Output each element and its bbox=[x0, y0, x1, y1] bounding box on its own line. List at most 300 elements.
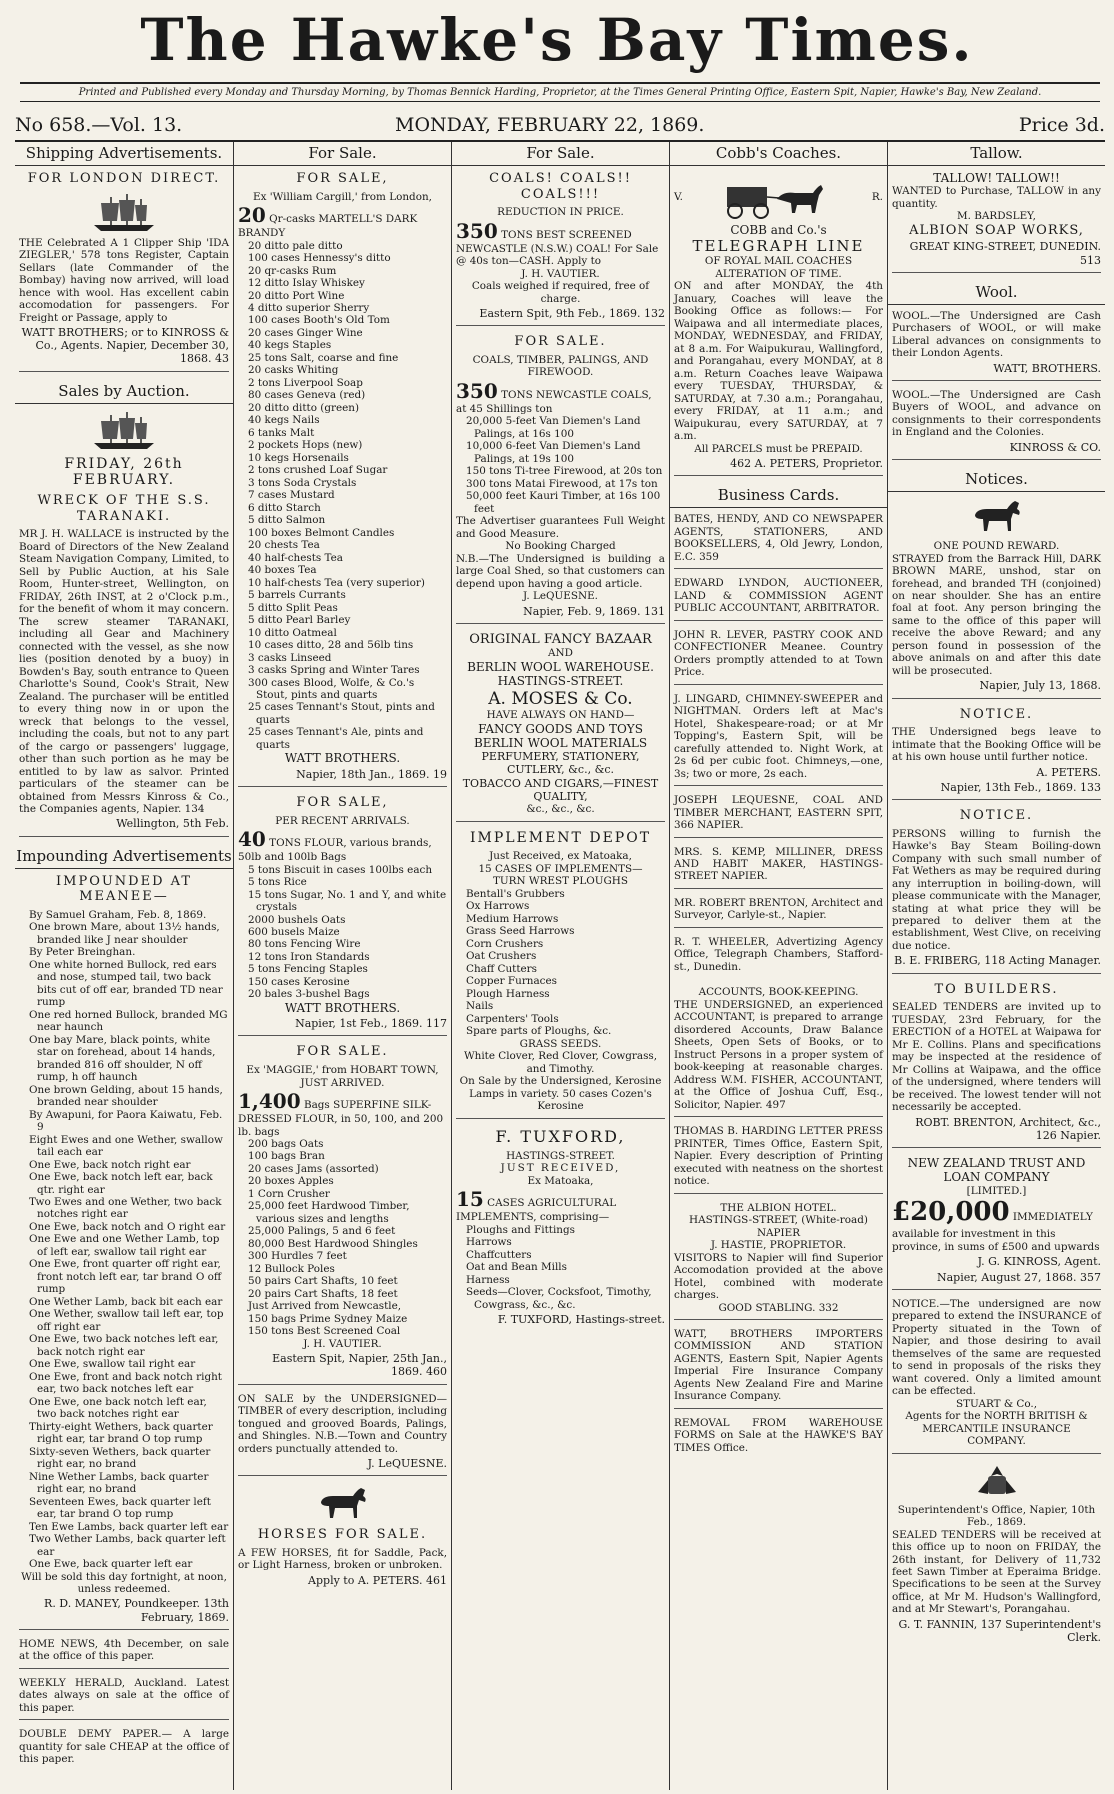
goods-item: 12 Bullock Poles bbox=[248, 1262, 335, 1275]
advert-subtitle: GRASS SEEDS. bbox=[519, 1037, 602, 1050]
goods-item: Just Arrived from Newcastle, bbox=[248, 1300, 402, 1313]
advert-title: TALLOW! TALLOW!! bbox=[933, 171, 1060, 185]
goods-item: 15 tons Sugar, No. 1 and Y, and white crystals bbox=[248, 888, 447, 914]
goods-list bbox=[456, 1224, 665, 1311]
advert-signature: KINROSS & CO. bbox=[1009, 440, 1101, 454]
impound-entry: By Peter Breinghan. bbox=[29, 946, 136, 959]
impound-entry: One Ewe, swallow tail right ear bbox=[29, 1358, 196, 1371]
goods-item: 2 pockets Hops (new) bbox=[248, 439, 363, 452]
advert bbox=[674, 171, 883, 476]
advert-title: HORSES FOR SALE. bbox=[257, 1527, 428, 1543]
advert-title: IMPOUNDED AT MEANEE— bbox=[56, 873, 192, 905]
advert-line: HAVE ALWAYS ON HAND— bbox=[486, 709, 635, 722]
goods-item: Oat Crushers bbox=[466, 950, 537, 963]
goods-item: 25 cases Tennant's Stout, pints and quarts bbox=[248, 701, 435, 726]
goods-item: Chaff Cutters bbox=[466, 962, 537, 975]
impound-entry: One Ewe, one back notch left ear, two back notches right ear bbox=[29, 1395, 207, 1421]
advert-line: ORIGINAL FANCY BAZAAR bbox=[469, 631, 652, 647]
goods-item: 6 ditto Starch bbox=[248, 501, 321, 514]
goods-item: 10 kegs Horsenails bbox=[248, 451, 349, 464]
advert-body: WANTED to Purchase, TALLOW in any quantity. bbox=[892, 185, 1101, 210]
lead-text: Qr-casks MARTELL'S DARK BRANDY bbox=[238, 213, 418, 240]
goods-list bbox=[456, 415, 665, 515]
royal-initial: V. bbox=[674, 190, 683, 203]
impound-entry: One Wether, swallow tail left ear, top off right ear bbox=[29, 1308, 224, 1333]
advert-subtitle: Superintendent's Office, Napier, 10th Feb., 1869. bbox=[897, 1503, 1096, 1529]
advert bbox=[892, 808, 1101, 974]
advert-note: GOOD STABLING. 332 bbox=[718, 1301, 839, 1314]
advert-signature: J. H. VAUTIER. bbox=[521, 267, 600, 280]
advert-title: ONE POUND REWARD. bbox=[933, 540, 1060, 553]
advert-body: SEALED TENDERS are invited up to TUESDAY, 23rd February, for the ERECTION of a HOTEL at Waipawa for Mr E. Collins. Plans and specifications may be inspected at the residence of Mr Collins at Waipawa, and the office of the undersigned, where tenders will be received. The lowest tender will not necessarily be accepted. bbox=[892, 1001, 1101, 1114]
advert-title: NOTICE. bbox=[959, 808, 1034, 823]
goods-item: 50 pairs Cart Shafts, 10 feet bbox=[248, 1275, 398, 1288]
advert-signature: M. BARDSLEY, bbox=[957, 210, 1036, 223]
section-header: Wool. bbox=[888, 281, 1105, 305]
goods-item: 100 boxes Belmont Candles bbox=[248, 526, 395, 539]
goods-item: 80 cases Geneva (red) bbox=[248, 389, 366, 402]
lead-text: TONS FLOUR, various brands, 50lb and 100lb Bags bbox=[238, 837, 432, 864]
advert-title: IMPLEMENT DEPOT bbox=[469, 829, 652, 846]
goods-item: 6 tanks Malt bbox=[248, 426, 315, 439]
goods-item: 20 bales 3-bushel Bags bbox=[248, 988, 370, 1001]
goods-item: 5 ditto Split Peas bbox=[248, 601, 338, 614]
goods-item: 5 tons Fencing Staples bbox=[248, 963, 368, 976]
goods-item: Bentall's Grubbers bbox=[466, 887, 565, 900]
business-card: EDWARD LYNDON, AUCTIONEER, LAND & COMMISSION AGENT PUBLIC ACCOUNTANT, ARBITRATOR. bbox=[674, 577, 883, 620]
section-header: Notices. bbox=[888, 468, 1105, 492]
advert-subtitle: HASTINGS-STREET, (White-road) NAPIER bbox=[689, 1214, 868, 1239]
advert-date: Napier, 18th Jan., 1869. 19 bbox=[296, 767, 447, 781]
advert-body: WATT, BROTHERS IMPORTERS COMMISSION AND STATION AGENTS, Eastern Spit, Napier Agents Imperial Fire Insurance Company Agents New Zealand Fire and Marine Insurance Company. bbox=[674, 1328, 883, 1403]
goods-item: 300 Hurdles 7 feet bbox=[248, 1250, 347, 1263]
advert-date: Napier, July 13, 1868. bbox=[979, 679, 1101, 693]
advert-note: No Booking Charged bbox=[505, 540, 616, 553]
advert bbox=[16, 845, 232, 1630]
column-header: For Sale. bbox=[452, 142, 669, 166]
advert-date: Napier, 1st Feb., 1869. 117 bbox=[295, 1017, 447, 1031]
business-card: JOSEPH LEQUESNE, COAL AND TIMBER MERCHANT, EASTERN SPIT, 366 NAPIER. bbox=[674, 794, 883, 837]
lead-text: IMMEDIATELY available for investment in this province, in sums of £500 and upwards bbox=[892, 1211, 1100, 1253]
advert-title: NEW ZEALAND TRUST AND LOAN COMPANY bbox=[907, 1155, 1086, 1185]
column-5 bbox=[887, 142, 1105, 1790]
goods-item: 20 chests Tea bbox=[248, 539, 320, 552]
goods-item: 20 ditto pale ditto bbox=[248, 239, 343, 252]
advert-signature: J. G. KINROSS, Agent. bbox=[977, 1255, 1101, 1269]
goods-item: Chaffcutters bbox=[466, 1248, 532, 1261]
advert-body: THE UNDERSIGNED, an experienced ACCOUNTANT, is prepared to arrange disordered Accounts, Draw Balance Sheets, Open Sets of Books, or to Instruct Persons in a proper system of book-keeping at reasonable charges. Address W.M. FISHER, ACCOUNTANT, at the Office of Joshua Cuff, Esq., Solicitor, Napier. 497 bbox=[674, 998, 883, 1111]
advert bbox=[674, 1417, 883, 1459]
advert-body: PERSONS willing to furnish the Hawke's Bay Steam Boiling-down Company with such small number of Fat Wethers as may be required during any interruption in boiling-down, will please communicate with the Manager, stating at what price they will be prepared to deliver them at the establishment, West Clive, on receiving due notice. bbox=[892, 827, 1101, 952]
advert-signature: STUART & Co., bbox=[955, 1397, 1038, 1410]
impound-entry: Two Wether Lambs, back quarter left ear bbox=[29, 1533, 226, 1558]
advert bbox=[19, 1638, 229, 1669]
advert-title: TELEGRAPH LINE bbox=[692, 237, 865, 256]
advert-body: WEEKLY HERALD, Auckland. Latest dates always on sale at the office of this paper. bbox=[19, 1676, 229, 1714]
section-header: Business Cards. bbox=[670, 484, 887, 508]
advert-subtitle: REDUCTION IN PRICE. bbox=[497, 206, 624, 219]
lead-number: 350 bbox=[456, 378, 498, 403]
advert-body: WOOL.—The Undersigned are Cash Buyers of WOOL, and advance on consignments to their correspondents in England and the Colonies. bbox=[892, 388, 1101, 439]
advert bbox=[892, 707, 1101, 800]
advert-address: GREAT KING-STREET, DUNEDIN. 513 bbox=[909, 240, 1101, 267]
advert-subtitle: ALTERATION OF TIME. bbox=[715, 267, 842, 280]
advert bbox=[456, 334, 665, 624]
impound-entry: Two Ewes and one Wether, two back notches right ear bbox=[29, 1195, 222, 1221]
advert-subtitle: HASTINGS-STREET. bbox=[506, 1149, 615, 1162]
goods-item: 200 bags Oats bbox=[248, 1138, 324, 1150]
advert-signature: B. E. FRIBERG, 118 Acting Manager. bbox=[894, 954, 1101, 968]
goods-item: 2 tons Liverpool Soap bbox=[248, 376, 363, 389]
goods-item: 150 tons Best Screened Coal bbox=[248, 1325, 401, 1338]
lead-number: £20,000 bbox=[892, 1197, 1010, 1228]
column-header: Shipping Advertisements. bbox=[15, 142, 233, 166]
newspaper-title: The Hawke's Bay Times. bbox=[140, 6, 974, 74]
goods-item: 5 barrels Currants bbox=[248, 589, 346, 602]
impound-entry: Eight Ewes and one Wether, swallow tail each ear bbox=[29, 1133, 223, 1159]
advert-subtitle: PER RECENT ARRIVALS. bbox=[275, 814, 410, 827]
goods-item: 12 tons Iron Standards bbox=[248, 950, 370, 963]
goods-item: 600 busels Maize bbox=[248, 925, 340, 938]
impound-entry: Ten Ewe Lambs, back quarter left ear bbox=[29, 1520, 229, 1533]
impound-entry: One brown Gelding, about 15 hands, branded near shoulder bbox=[29, 1083, 223, 1109]
advert-body: On Sale by the Undersigned, Kerosine Lamps in variety. 50 cases Cozen's Kerosine bbox=[459, 1075, 662, 1113]
ship-icon bbox=[89, 409, 159, 453]
advert bbox=[456, 830, 665, 1119]
advert-date: Napier, Feb. 9, 1869. 131 bbox=[523, 604, 665, 618]
goods-item: 25 tons Salt, coarse and fine bbox=[248, 351, 399, 364]
goods-item: Medium Harrows bbox=[466, 912, 559, 925]
advert-title: ACCOUNTS, BOOK-KEEPING. bbox=[698, 986, 859, 999]
advert bbox=[19, 380, 229, 837]
lead-text: CASES AGRICULTURAL IMPLEMENTS, comprising— bbox=[456, 1197, 617, 1224]
advert bbox=[456, 1127, 665, 1332]
advert-signature: F. TUXFORD, Hastings-street. bbox=[497, 1313, 665, 1327]
advert-body: STRAYED from the Barrack Hill, DARK BROWN MARE, unshod, star on forehead, and branded TH (conjoined) on near shoulder. She has an entire foal at foot. Any person bringing the same to the office of this paper will receive the above Reward; and any person found in possession of the above animals on and after this date will be prosecuted. bbox=[892, 552, 1101, 677]
goods-item: Plough Harness bbox=[466, 987, 550, 1000]
advert bbox=[892, 171, 1101, 273]
column-2 bbox=[233, 142, 451, 1790]
column-1 bbox=[15, 142, 233, 1790]
advert bbox=[892, 1298, 1101, 1454]
goods-item: 40 half-chests Tea bbox=[248, 551, 343, 564]
advert-subtitle: J. HASTIE, PROPRIETOR. bbox=[710, 1239, 847, 1252]
goods-item: 5 ditto Salmon bbox=[248, 514, 326, 527]
goods-item: 20 cases Ginger Wine bbox=[248, 326, 363, 339]
goods-item: 100 cases Booth's Old Tom bbox=[248, 314, 390, 327]
advert-date: FRIDAY, 26th FEBRUARY. bbox=[64, 455, 184, 489]
goods-list bbox=[238, 864, 447, 1001]
advert-body: VISITORS to Napier will find Superior Accomodation provided at the above Hotel, combined with moderate charges. bbox=[674, 1251, 883, 1302]
advert-line: TURN WREST PLOUGHS bbox=[493, 875, 628, 888]
advert-title: NOTICE. bbox=[959, 706, 1034, 722]
advert-subtitle: [LIMITED.] bbox=[966, 1184, 1027, 1197]
horse-icon bbox=[313, 1484, 373, 1524]
goods-item: 20,000 5-feet Van Diemen's Land Palings, at 16s 100 bbox=[466, 415, 641, 440]
advert-signature: R. D. MANEY, Poundkeeper. 13th February, 1869. bbox=[44, 1597, 229, 1624]
goods-item: 20 ditto ditto (green) bbox=[248, 401, 360, 414]
advert-subtitle: Ex 'William Cargill,' from London, bbox=[253, 190, 432, 203]
horse-icon bbox=[967, 497, 1027, 537]
advert-signature: WATT BROTHERS. bbox=[284, 751, 401, 766]
advert-signature: ROBT. BRENTON, Architect, &c., 126 Napier. bbox=[915, 1115, 1101, 1142]
advert-date: Eastern Spit, Napier, 25th Jan., 1869. 460 bbox=[272, 1352, 447, 1379]
goods-item: 100 cases Hennessy's ditto bbox=[248, 252, 391, 265]
advert-subtitle: COALS, TIMBER, PALINGS, AND FIREWOOD. bbox=[472, 353, 649, 379]
advert-body: A FEW HORSES, fit for Saddle, Pack, or Light Harness, broken or unbroken. bbox=[238, 1546, 447, 1572]
advert-title: FOR LONDON DIRECT. bbox=[27, 171, 221, 186]
advert-date: Napier, 13th Feb., 1869. 133 bbox=[940, 780, 1101, 794]
goods-item: 3 casks Linseed bbox=[248, 651, 332, 664]
impound-entry: One Ewe, front and back notch right ear, two back notches left ear bbox=[29, 1370, 222, 1396]
impound-entry: One Ewe, back quarter left ear bbox=[29, 1558, 193, 1571]
impound-entry: One Ewe and one Wether Lamb, top of left ear, swallow tail right ear bbox=[29, 1233, 220, 1258]
goods-item: 1 Corn Crusher bbox=[248, 1187, 330, 1200]
goods-item: Ox Harrows bbox=[466, 900, 530, 913]
advert bbox=[456, 171, 665, 326]
ship-icon bbox=[89, 191, 159, 235]
goods-item: Harness bbox=[466, 1273, 510, 1286]
goods-item: 5 tons Rice bbox=[248, 876, 307, 889]
imprint-line: Printed and Published every Monday and Thursday Morning, by Thomas Bennick Harding, Proprietor, at the Times General Printing Office, Eastern Spit, Napier, Hawke's Bay, New Zealand. bbox=[20, 82, 1100, 102]
advert-title: COBB and Co.'s bbox=[730, 223, 827, 237]
goods-item: 300 tons Matai Firewood, at 17s ton bbox=[466, 477, 658, 490]
advert-body: NOTICE.—The undersigned are now prepared to extend the INSURANCE of Property situated in the Town of Napier, and those desiring to avail themselves of the same are requested to send in proposals of the risks they want covered. Only a limited amount can be effected. bbox=[892, 1297, 1101, 1398]
advert-line: 15 CASES OF IMPLEMENTS— bbox=[478, 862, 643, 875]
goods-item: 150 cases Kerosine bbox=[248, 975, 350, 988]
advert-line: TOBACCO AND CIGARS,—FINEST QUALITY, bbox=[462, 776, 659, 803]
goods-item: 10 cases ditto, 28 and 56lb tins bbox=[248, 639, 414, 652]
lead-number: 20 bbox=[238, 203, 266, 228]
advert-body: DOUBLE DEMY PAPER.— A large quantity for sale CHEAP at the office of this paper. bbox=[19, 1728, 229, 1766]
advert bbox=[238, 795, 447, 1036]
goods-item: Carpenters' Tools bbox=[466, 1012, 559, 1025]
advert-body: SEALED TENDERS will be received at this office up to noon on FRIDAY, the 26th instant, for Delivery of 11,732 feet Sawn Timber at Eperaima Bridge. Specifications to be seen at the Survey office, at Mr M. Hudson's Wallingford, and at Mr Stewart's, Porangahau. bbox=[892, 1528, 1101, 1616]
goods-item: 2000 bushels Oats bbox=[248, 913, 346, 926]
advert-signature: A. PETERS. bbox=[1036, 765, 1101, 779]
advert-title: FOR SALE. bbox=[514, 334, 607, 350]
advert-body: White Clover, Red Clover, Cowgrass, and Timothy. bbox=[463, 1050, 658, 1075]
advert-signature: G. T. FANNIN, 137 Superintendent's Clerk. bbox=[898, 1617, 1101, 1645]
impound-entry: One white horned Bullock, red ears and nose, stumped tail, two back bits cut of off ear, branded TD near rump bbox=[29, 958, 223, 1009]
advert bbox=[892, 982, 1101, 1148]
impound-entry: Seventeen Ewes, back quarter left ear, tar brand O top rump bbox=[29, 1495, 211, 1521]
impound-list bbox=[19, 909, 229, 1571]
advert-body: THOMAS B. HARDING LETTER PRESS PRINTER, Times Office, Eastern Spit, Napier. Every description of Printing executed with neatness on the shortest notice. bbox=[674, 1125, 883, 1188]
advert-title: TO BUILDERS. bbox=[934, 981, 1059, 997]
business-card: MR. ROBERT BRENTON, Architect and Surveyor, Carlyle-st., Napier. bbox=[674, 897, 883, 928]
goods-item: 40 boxes Tea bbox=[248, 564, 317, 577]
impound-entry: One Ewe, back notch left ear, back qtr. right ear bbox=[29, 1171, 213, 1196]
advert-title: ALBION SOAP WORKS, bbox=[909, 222, 1084, 238]
lead-text: TONS NEWCASTLE COALS, at 45 Shillings ton bbox=[456, 388, 652, 415]
advert-body: REMOVAL FROM WAREHOUSE FORMS on Sale at the HAWKE'S BAY TIMES Office. bbox=[674, 1416, 883, 1454]
advert-subtitle: OF ROYAL MAIL COACHES bbox=[704, 255, 853, 268]
advert-line: BERLIN WOOL MATERIALS bbox=[473, 735, 648, 750]
advert bbox=[238, 1484, 447, 1592]
advert-subtitle: Ex 'MAGGIE,' from HOBART TOWN, JUST ARRIVED. bbox=[246, 1064, 439, 1089]
advert-body: WOOL.—The Undersigned are Cash Purchasers of WOOL, or will make Liberal advances on consignments to their London Agents. bbox=[892, 309, 1101, 360]
goods-item: 50,000 feet Kauri Timber, at 16s 100 feet bbox=[466, 490, 661, 515]
goods-item: 7 cases Mustard bbox=[248, 489, 335, 502]
advert bbox=[238, 1393, 447, 1477]
goods-item: 20 ditto Port Wine bbox=[248, 289, 345, 302]
issue-number: No 658.—Vol. 13. bbox=[15, 114, 183, 136]
advert-title: FOR SALE, bbox=[296, 795, 389, 810]
advert-subtitle: Ex Matoaka, bbox=[527, 1174, 594, 1187]
impound-entry: One Wether Lamb, back bit each ear bbox=[29, 1295, 223, 1308]
advert-title: F. TUXFORD, bbox=[495, 1126, 626, 1146]
goods-item: Spare parts of Ploughs, &c. bbox=[466, 1025, 612, 1038]
goods-item: 20 qr-casks Rum bbox=[248, 264, 337, 277]
impound-entry: One brown Mare, about 13½ hands, branded like J near shoulder bbox=[29, 921, 220, 946]
advert bbox=[674, 986, 883, 1117]
goods-list bbox=[238, 240, 447, 752]
issue-price: Price 3d. bbox=[1018, 114, 1105, 136]
goods-list bbox=[238, 1138, 447, 1338]
advert-signature: WATT, BROTHERS. bbox=[993, 361, 1101, 375]
advert-line: &c., &c., &c. bbox=[526, 803, 595, 816]
column-header: For Sale. bbox=[234, 142, 451, 166]
advert-subtitle: Just Received, ex Matoaka, bbox=[489, 850, 632, 863]
dateline bbox=[15, 108, 1105, 142]
impound-entry: One Ewe, two back notches left ear, back notch right ear bbox=[29, 1333, 219, 1358]
advert bbox=[19, 171, 229, 372]
advert-signature: J. LeQUESNE. bbox=[367, 1457, 447, 1471]
lead-number: 350 bbox=[456, 218, 498, 243]
advert-signature: J. H. VAUTIER. bbox=[303, 1337, 382, 1350]
advert-body: The Advertiser guarantees Full Weight and Good Measure. bbox=[456, 515, 665, 540]
advert bbox=[456, 632, 665, 822]
royal-crest-icon bbox=[972, 1462, 1022, 1502]
goods-item: 20 cases Jams (assorted) bbox=[248, 1162, 379, 1175]
goods-item: 80,000 Best Hardwood Shingles bbox=[248, 1237, 418, 1250]
advert-line: BERLIN WOOL WAREHOUSE. bbox=[467, 659, 654, 674]
goods-item: 5 tons Biscuit in cases 100lbs each bbox=[248, 863, 433, 876]
column-header: Cobb's Coaches. bbox=[670, 142, 887, 166]
goods-list bbox=[456, 888, 665, 1038]
advert-body: N.B.—The Undersigned is building a large Coal Shed, so that customers can depend upon having a good article. bbox=[456, 552, 665, 590]
impound-entry: By Awapuni, for Paora Kaiwatu, Feb. 9 bbox=[29, 1108, 223, 1134]
advert-signature: J. LeQUESNE. bbox=[523, 590, 598, 603]
advert-date: Eastern Spit, 9th Feb., 1869. 132 bbox=[479, 307, 665, 321]
advert-signature: 462 A. PETERS, Proprietor. bbox=[730, 457, 883, 471]
goods-item: 25,000 Palings, 5 and 6 feet bbox=[248, 1225, 396, 1238]
impound-entry: One red horned Bullock, branded MG near haunch bbox=[29, 1008, 228, 1034]
advert bbox=[892, 1462, 1101, 1650]
advert bbox=[892, 389, 1101, 460]
goods-item: Grass Seed Harrows bbox=[466, 925, 575, 938]
advert-signature: WATT BROTHERS; or to KINROSS & Co., Agents. Napier, December 30, 1868. 43 bbox=[21, 325, 229, 366]
goods-item: 80 tons Fencing Wire bbox=[248, 938, 361, 951]
business-card: BATES, HENDY, AND CO NEWSPAPER AGENTS, STATIONERS, AND BOOKSELLERS, 4, Old Jewry, London, E.C. 359 bbox=[674, 513, 883, 569]
goods-item: 20 boxes Apples bbox=[248, 1175, 334, 1188]
advert-body: ON SALE by the UNDERSIGNED—TIMBER of every description, including tongued and grooved Boards, Palings, and Shingles. N.B.—Town and Country orders punctually attended to. bbox=[238, 1392, 447, 1455]
goods-item: Nails bbox=[466, 1000, 494, 1013]
goods-item: Seeds—Clover, Cocksfoot, Timothy, Cowgrass, &c., &c. bbox=[466, 1286, 652, 1311]
advert bbox=[19, 1677, 229, 1720]
impound-entry: One Ewe, front quarter off right ear, front notch left ear, tar brand O off rump bbox=[29, 1258, 222, 1296]
impound-entry: By Samuel Graham, Feb. 8, 1869. bbox=[29, 908, 207, 921]
goods-item: 10 half-chests Tea (very superior) bbox=[248, 576, 425, 589]
advert-subtitle: JUST RECEIVED, bbox=[500, 1162, 621, 1175]
business-card: R. T. WHEELER, Advertizing Agency Office, Telegraph Chambers, Stafford-st., Dunedin. bbox=[674, 935, 883, 973]
advert bbox=[19, 1728, 229, 1770]
goods-item: 4 ditto superior Sherry bbox=[248, 301, 370, 314]
column-3 bbox=[451, 142, 669, 1790]
advert-body: MR J. H. WALLACE is instructed by the Board of Directors of the New Zealand Steam Navigation Company, Limited, to Sell by Public Auction, at his Sale Room, Hunter-street, Wellington, on FRIDAY, 26th INST, at 2 o'Clock p.m., for the benefit of whom it may concern. The screw steamer TARANAKI, including all Gear and Machinery connected with the vessel, as she now lies (position denoted by a buoy) in Bowden's Bay, south entrance to Queen Charlotte's Sound, Cook's Strait, New Zealand. The purchaser will be entitled to every thing now in or upon the wreck that belongs to the vessel, including the coals, but not to any part of the cargo or passengers' luggage, other than such portion as he may be entitled to by law as salvor. Printed particulars of the steamer can be obtained from Messrs Kinross & Co., the Companies agents, Napier. 134 bbox=[19, 528, 229, 815]
column-header: Tallow. bbox=[888, 142, 1105, 166]
goods-item: 20 pairs Cart Shafts, 18 feet bbox=[248, 1287, 398, 1300]
goods-item: 25,000 feet Hardwood Timber, various sizes and lengths bbox=[248, 1200, 410, 1225]
advert-body: THE Celebrated A 1 Clipper Ship 'IDA ZIEGLER,' 578 tons Register, Captain Sellars (late Commander of the Bombay) having now arrived, will load hence with wool. Has excellent cabin accomodation for passengers. For Freight or Passage, apply to bbox=[19, 236, 229, 324]
advert-note: All PARCELS must be PREPAID. bbox=[694, 442, 863, 455]
advert-title: FOR SALE. bbox=[296, 1044, 389, 1060]
advert bbox=[892, 310, 1101, 381]
goods-item: 3 casks Spring and Winter Tares bbox=[248, 664, 420, 677]
advert-signature: Wellington, 5th Feb. bbox=[116, 817, 229, 831]
advert-title: FOR SALE, bbox=[296, 171, 389, 186]
advert-body: Coals weighed if required, free of charge. bbox=[471, 280, 650, 305]
advert-title: THE ALBION HOTEL. bbox=[720, 1201, 837, 1214]
advert-signature: WATT BROTHERS. bbox=[284, 1000, 401, 1015]
advert-line: AND bbox=[548, 647, 573, 660]
advert-body: Will be sold this day fortnight, at noon, unless redeemed. bbox=[21, 1570, 227, 1595]
advert-title: COALS! COALS!! COALS!!! bbox=[489, 171, 632, 202]
section-header: Impounding Advertisements bbox=[15, 845, 233, 869]
advert-line: HASTINGS-STREET. bbox=[497, 674, 624, 689]
advert bbox=[674, 1328, 883, 1409]
goods-item: Corn Crushers bbox=[466, 937, 544, 950]
goods-item: 150 bags Prime Sydney Maize bbox=[248, 1312, 408, 1325]
goods-item: Ploughs and Fittings bbox=[466, 1223, 575, 1236]
advert-signature: Apply to A. PETERS. 461 bbox=[308, 1573, 447, 1587]
goods-item: 100 bags Bran bbox=[248, 1150, 325, 1163]
goods-item: 40 kegs Staples bbox=[248, 339, 332, 352]
advert-title: WRECK OF THE S.S. TARANAKI. bbox=[37, 493, 211, 524]
section-header: Sales by Auction. bbox=[15, 380, 233, 404]
goods-item: 150 tons Ti-tree Firewood, at 20s ton bbox=[466, 465, 663, 478]
business-card: JOHN R. LEVER, PASTRY COOK AND CONFECTIONER Meanee. Country Orders promptly attended to at Town Price. bbox=[674, 629, 883, 685]
issue-date: MONDAY, FEBRUARY 22, 1869. bbox=[395, 114, 705, 136]
goods-item: 20 casks Whiting bbox=[248, 364, 339, 377]
impound-entry: One Ewe, back notch and O right ear bbox=[29, 1220, 226, 1233]
goods-item: 40 kegs Nails bbox=[248, 414, 320, 427]
advert bbox=[674, 1125, 883, 1193]
goods-item: Copper Furnaces bbox=[466, 975, 557, 988]
advert-line: A. MOSES & Co. bbox=[488, 688, 633, 709]
impound-entry: One bay Mare, black points, white star on forehead, about 14 hands, branded 816 off shoulder, N off rump, h off haunch bbox=[29, 1033, 216, 1084]
advert-line: PERFUMERY, STATIONERY, CUTLERY, &c., &c. bbox=[481, 750, 640, 777]
goods-item: 10 ditto Oatmeal bbox=[248, 626, 337, 639]
masthead bbox=[0, 0, 1114, 80]
goods-item: 300 cases Blood, Wolfe, & Co.'s Stout, pints and quarts bbox=[248, 676, 415, 701]
lead-number: 15 bbox=[456, 1187, 484, 1212]
impound-entry: One Ewe, back notch right ear bbox=[29, 1158, 191, 1171]
goods-item: 2 tons crushed Loaf Sugar bbox=[248, 464, 388, 477]
business-card: J. LINGARD, CHIMNEY-SWEEPER and NIGHTMAN. Orders left at Mac's Hotel, Shakespeare-road; or at Mr Topping's, Eastern Spit, will be carefully attended to. Night Work, at 2s 6d per cubic foot. Chimneys,—one, 3s; two or more, 2s each. bbox=[674, 693, 883, 786]
advert-body: THE Undersigned begs leave to intimate that the Booking Office will be at his own house until further notice. bbox=[892, 726, 1101, 764]
lead-text: TONS BEST SCREENED NEWCASTLE (N.S.W.) COAL! For Sale @ 40s ton—CASH. Apply to bbox=[456, 228, 659, 268]
lead-number: 40 bbox=[238, 827, 266, 852]
goods-item: 25 cases Tennant's Ale, pints and quarts bbox=[248, 726, 424, 751]
goods-item: 5 ditto Pearl Barley bbox=[248, 614, 351, 627]
column-4 bbox=[669, 142, 887, 1790]
advert-date: Napier, August 27, 1868. 357 bbox=[937, 1270, 1101, 1284]
advert bbox=[892, 497, 1101, 699]
advert bbox=[238, 1044, 447, 1384]
coach-icon bbox=[717, 173, 837, 221]
